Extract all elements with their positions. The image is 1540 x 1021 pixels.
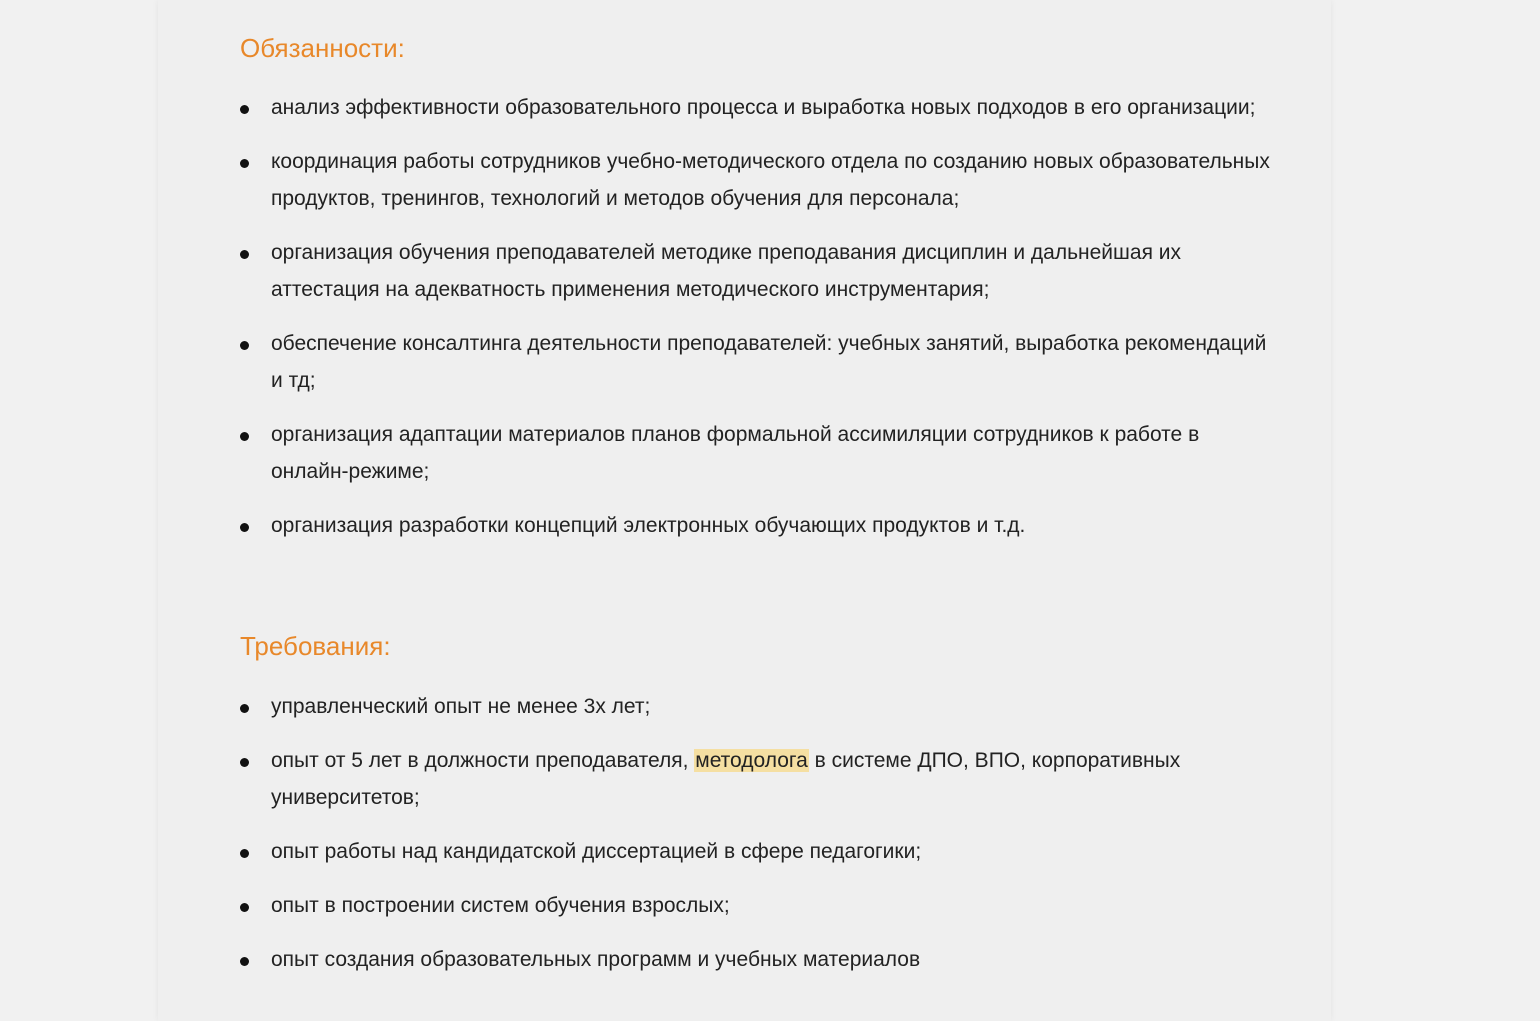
article-page bbox=[158, 0, 1331, 1021]
requirements-list bbox=[240, 688, 1270, 995]
requirements-heading: Требования: bbox=[240, 631, 391, 661]
duties-heading: Обязанности: bbox=[240, 33, 405, 63]
list-item: опыт в построении систем обучения взрослых; bbox=[240, 887, 1270, 924]
list-item: опыт создания образовательных программ и учебных материалов bbox=[240, 941, 1270, 978]
item-text-before: опыт от 5 лет в должности преподавателя, bbox=[271, 749, 695, 772]
list-item: организация обучения преподавателей методике преподавания дисциплин и дальнейшая их аттестация на адекватность применения методического инструментария; bbox=[240, 234, 1270, 308]
duties-list bbox=[240, 89, 1270, 561]
list-item bbox=[240, 742, 1270, 816]
highlighted-term: методолога bbox=[695, 749, 808, 772]
list-item: координация работы сотрудников учебно-методического отдела по созданию новых образовательных продуктов, тренингов, технологий и методов обучения для персонала; bbox=[240, 143, 1270, 217]
list-item: организация адаптации материалов планов формальной ассимиляции сотрудников к работе в онлайн-режиме; bbox=[240, 416, 1270, 490]
item-text-after: в системе ДПО, ВПО, корпоративных университетов; bbox=[271, 749, 1181, 809]
list-item: управленческий опыт не менее 3х лет; bbox=[240, 688, 1270, 725]
list-item: обеспечение консалтинга деятельности преподавателей: учебных занятий, выработка рекомендаций и тд; bbox=[240, 325, 1270, 399]
list-item: опыт работы над кандидатской диссертацией в сфере педагогики; bbox=[240, 833, 1270, 870]
list-item: анализ эффективности образовательного процесса и выработка новых подходов в его организации; bbox=[240, 89, 1270, 126]
list-item: организация разработки концепций электронных обучающих продуктов и т.д. bbox=[240, 507, 1270, 544]
